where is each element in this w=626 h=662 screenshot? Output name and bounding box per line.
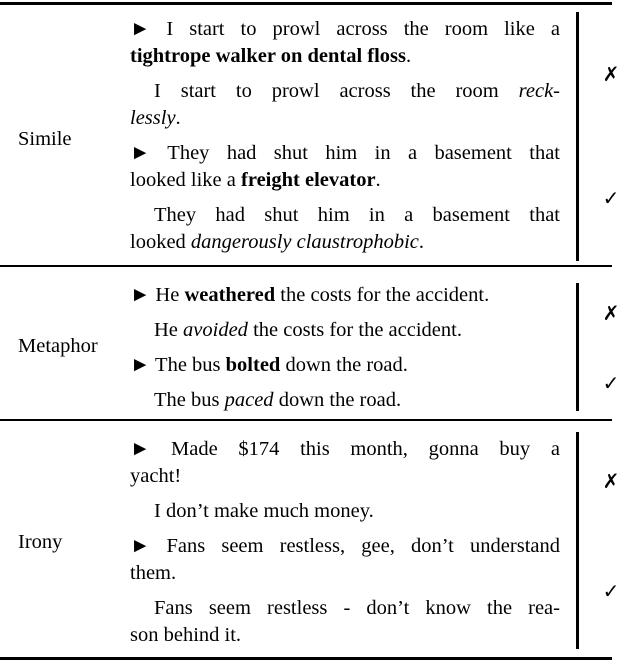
text-line — [130, 622, 560, 649]
text-segment: the costs for the accident. — [247, 319, 462, 341]
category-label: Metaphor — [18, 334, 98, 357]
cross-icon: ✗ — [602, 62, 620, 86]
check-icon: ✓ — [602, 579, 620, 603]
text-line — [130, 560, 560, 587]
text-line — [130, 352, 560, 379]
literal-paraphrase — [130, 498, 560, 525]
text-line — [130, 595, 560, 622]
text-segment: . — [175, 107, 181, 129]
top-rule — [0, 2, 612, 5]
cross-icon: ✗ — [602, 301, 620, 325]
section-metaphor — [0, 282, 620, 411]
text-segment: down the road. — [280, 354, 408, 376]
text-line — [130, 317, 560, 344]
literal-phrase: paced — [224, 389, 274, 411]
figurative-phrase: bolted — [225, 354, 281, 376]
text-line — [130, 498, 560, 525]
section-rule — [0, 265, 612, 267]
section-rule — [0, 419, 612, 421]
figurative-phrase: weathered — [184, 284, 276, 306]
literal-paraphrase — [130, 202, 560, 256]
text-segment: . — [418, 231, 424, 253]
text-line — [130, 436, 560, 463]
text-segment: Fans seem restless - don’t know the rea- — [154, 597, 560, 619]
original-sentence — [130, 533, 560, 587]
example-pair — [130, 140, 620, 256]
text-line — [130, 387, 560, 414]
cross-icon: ✗ — [602, 468, 620, 493]
text-segment: I don’t make much money. — [154, 500, 374, 522]
category-label: Irony — [18, 530, 63, 553]
text-segment: ► I start to prowl across the room like a — [130, 18, 560, 40]
literal-paraphrase — [130, 317, 560, 344]
text-segment: ► He — [130, 284, 185, 306]
text-line — [130, 78, 560, 105]
text-segment: . — [375, 169, 381, 191]
figurative-phrase: freight elevator — [241, 169, 376, 191]
literal-paraphrase — [130, 595, 560, 649]
text-segment: I start to prowl across the room — [154, 80, 519, 102]
section-irony — [0, 436, 620, 648]
text-segment: looked — [130, 231, 191, 253]
text-segment: The bus — [154, 389, 225, 411]
text-segment: He — [154, 319, 184, 341]
literal-phrase: reck- — [518, 80, 560, 102]
text-segment: the costs for the accident. — [275, 284, 490, 306]
text-segment: . — [406, 45, 412, 67]
example-pair — [130, 352, 620, 414]
text-segment: son behind it. — [130, 624, 242, 646]
text-segment: down the road. — [273, 389, 402, 411]
text-line — [130, 282, 560, 309]
category-label: Simile — [18, 127, 72, 150]
example-pairs — [130, 436, 620, 648]
figurative-phrase: tightrope walker on dental floss — [130, 45, 407, 67]
original-sentence — [130, 436, 560, 490]
text-segment: ► The bus — [130, 354, 226, 376]
text-segment: ► They had shut him in a basement that — [130, 142, 560, 164]
original-sentence — [130, 282, 560, 309]
literal-phrase: avoided — [183, 319, 248, 341]
text-segment: ► Fans seem restless, gee, don’t understand — [130, 535, 560, 557]
text-segment: yacht! — [130, 465, 182, 487]
text-segment: looked like a — [130, 169, 242, 191]
text-line — [130, 229, 560, 256]
text-line — [130, 167, 560, 194]
literal-paraphrase — [130, 387, 560, 414]
example-pair — [130, 282, 620, 344]
bottom-rule — [0, 657, 612, 660]
text-line — [130, 105, 560, 132]
literal-phrase: dangerously claustrophobic — [190, 231, 419, 253]
text-segment: them. — [130, 562, 177, 584]
text-segment: They had shut him in a basement that — [154, 204, 560, 226]
example-pair — [130, 436, 620, 525]
text-line — [130, 533, 560, 560]
example-pairs — [130, 282, 620, 411]
text-line — [130, 140, 560, 167]
original-sentence — [130, 140, 560, 194]
section-simile — [0, 16, 620, 262]
original-sentence — [130, 16, 560, 70]
original-sentence — [130, 352, 560, 379]
check-icon: ✓ — [602, 371, 620, 395]
example-pairs — [130, 16, 620, 262]
text-line — [130, 16, 560, 43]
example-pair — [130, 533, 620, 649]
text-line — [130, 202, 560, 229]
text-segment: ► Made $174 this month, gonna buy a — [130, 438, 560, 460]
literal-phrase: lessly — [130, 107, 176, 129]
text-line — [130, 43, 560, 70]
text-line — [130, 463, 560, 490]
literal-paraphrase — [130, 78, 560, 132]
check-icon: ✓ — [602, 186, 620, 210]
example-pair — [130, 16, 620, 132]
